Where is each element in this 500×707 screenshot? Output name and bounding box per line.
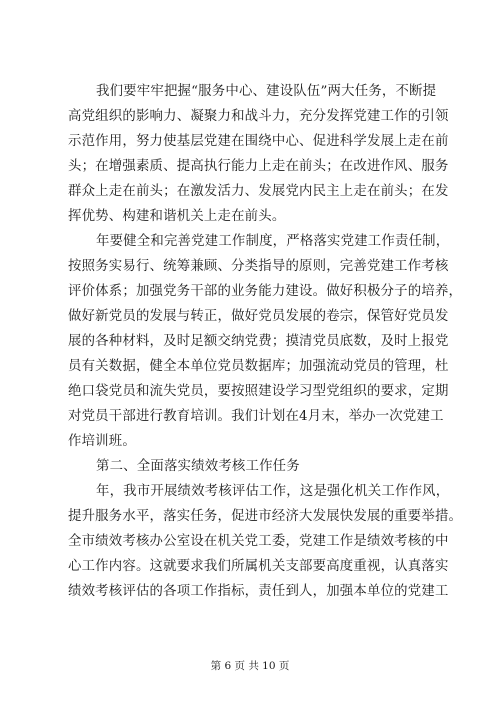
text-line: 全市绩效考核办公室设在机关党工委，党建工作是绩效考核的中 [68, 534, 449, 549]
text-line: 年，我市开展绩效考核评估工作，这是强化机关工作作风， [96, 484, 450, 499]
text-line: 对党员干部进行教育培训。我们计划在4月末，举办一次党建工 [68, 409, 444, 424]
text-line: 评价体系；加强党务干部的业务能力建设。做好积极分子的培养， [68, 284, 463, 299]
text-line: 作培训班。 [68, 434, 136, 449]
text-line: 高党组织的影响力、凝聚力和战斗力，充分发挥党建工作的引领 [68, 109, 449, 124]
text-line: 绩效考核评估的各项工作指标，责任到人，加强本单位的党建工 [68, 584, 449, 599]
text-line: 按照务实易行、统筹兼顾、分类指导的原则，完善党建工作考核 [68, 259, 449, 274]
text-line: 头；在增强素质、提高执行能力上走在前头；在改进作风、服务 [68, 159, 449, 174]
text-line: 年要健全和完善党建工作制度，严格落实党建工作责任制， [96, 234, 450, 249]
text-line: 员有关数据，健全本单位党员数据库；加强流动党员的管理，杜 [68, 359, 449, 374]
text-line: 示范作用，努力使基层党建在围绕中心、促进科学发展上走在前 [68, 134, 449, 149]
text-line: 我们要牢牢把握“服务中心、建设队伍”两大任务，不断提 [96, 84, 437, 99]
text-line: 做好新党员的发展与转正，做好党员发展的卷宗，保管好党员发 [68, 309, 449, 324]
text-line: 群众上走在前头；在激发活力、发展党内民主上走在前头；在发 [68, 184, 449, 199]
text-line: 挥优势、构建和谐机关上走在前头。 [68, 209, 286, 224]
text-line: 心工作内容。这就要求我们所属机关支部要高度重视，认真落实 [68, 559, 449, 574]
page-footer: 第 6 页 共 10 页 [210, 660, 290, 672]
text-line: 提升服务水平，落实任务，促进市经济大发展快发展的重要举措。 [68, 509, 463, 524]
section-heading: 第二、全面落实绩效考核工作任务 [96, 459, 300, 474]
text-line: 展的各种材料，及时足额交纳党费；摸清党员底数，及时上报党 [68, 334, 449, 349]
text-line: 绝口袋党员和流失党员，要按照建设学习型党组织的要求，定期 [68, 384, 449, 399]
